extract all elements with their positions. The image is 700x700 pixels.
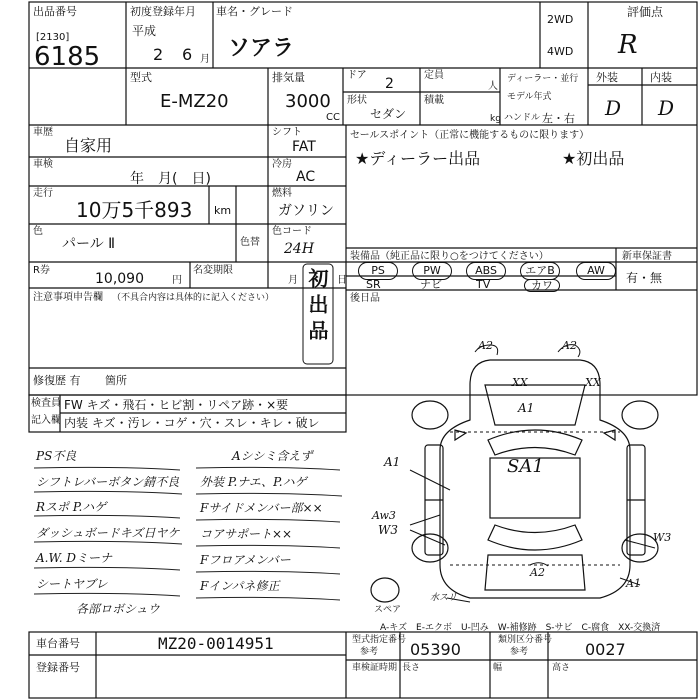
body-value: セダン [370, 107, 407, 121]
shift-value: FAT [292, 139, 316, 155]
month-unit: 月 [200, 54, 210, 65]
inspector-label-1: 検査員 [31, 398, 61, 409]
remark-item: Fサイドメンバー部×× [200, 501, 323, 515]
equipment-item-r2-2: TV [476, 278, 491, 291]
door-value: 2 [385, 76, 394, 92]
reg-year: 2 [153, 45, 164, 64]
color-value: パール Ⅱ [62, 236, 116, 252]
mark-xx-left: XX [512, 376, 528, 389]
lot-label: 出品番号 [33, 5, 77, 18]
class-number-value: 0027 [585, 640, 626, 659]
displacement-label: 排気量 [272, 71, 305, 84]
mark-a2-top-left: A2 [478, 339, 493, 352]
damage-legend: A-キズ E-エクボ U-凹み W-補修跡 S-サビ C-腐食 XX-交換済 [380, 623, 661, 633]
yen-unit: 円 [172, 275, 182, 286]
first-reg-label: 初度登録年月 [130, 5, 196, 18]
inspector-label-2: 記入欄 [31, 415, 61, 426]
remark-item: 外装 P.ナエ、P.ハゲ [200, 475, 307, 489]
fuel-label: 燃料 [272, 188, 292, 199]
remark-item: シフトレバーボタン錆不良 [36, 474, 180, 489]
drive-4wd: 4WD [547, 45, 574, 58]
repair-history-label: 修復歴 有 [33, 374, 81, 387]
remark-item: Fインパネ修正 [200, 579, 280, 593]
color-label: 色 [33, 226, 43, 237]
drive-2wd: 2WD [547, 13, 574, 26]
mark-kasure: 水スリ [430, 593, 458, 603]
car-name: ソアラ [228, 36, 295, 61]
era: 平成 [132, 24, 157, 38]
model-year-label: モデル年式 [507, 92, 552, 102]
transport-label: 車検証時期 [352, 663, 398, 673]
class-number-label: 類別区分番号 [498, 635, 553, 645]
recycle-value: 10,090 [95, 271, 144, 287]
handle-label: ハンドル [504, 113, 541, 123]
remark-item: ダッシュボードキズ日ヤケ [36, 525, 180, 540]
chassis-number: MZ20-0014951 [158, 634, 274, 653]
mark-xx-right: XX [585, 376, 601, 389]
eval-label: 評価点 [627, 5, 664, 19]
exterior-label: 外装 [596, 71, 618, 84]
body-label: 形状 [347, 95, 367, 106]
remark-item: Fフロアメンバー [200, 553, 291, 567]
meigi-day: 日 [337, 275, 347, 286]
color-code-label: 色コード [272, 226, 312, 237]
repair-history-suffix: 箇所 [105, 374, 127, 387]
interior-score: D [658, 96, 675, 120]
shaken-value: 年 月( 日) [130, 171, 211, 187]
displacement-value: 3000 [285, 91, 331, 112]
remark-item: A.W. Dミーナ [36, 551, 112, 565]
remark-item: シートヤブレ [36, 576, 108, 591]
remark-item: Rスポ P.ハゲ [36, 500, 107, 514]
height-label: 高さ [552, 663, 571, 673]
km-unit: km [214, 204, 232, 217]
length-label: 長さ [402, 663, 421, 673]
model-value: E-MZ20 [160, 91, 229, 112]
recycle-label: R券 [33, 265, 50, 276]
mark-a2-top-right: A2 [562, 339, 577, 352]
remark-item: Aシシミ含えず [232, 449, 313, 463]
handle-value: 左・右 [542, 112, 575, 125]
warranty-label: 新車保証書 [622, 251, 672, 262]
lot-sub: [2130] [36, 32, 70, 43]
dealer-label: ディーラー・並行 [507, 74, 579, 84]
model-label: 型式 [130, 71, 152, 84]
lot-number: 6185 [34, 42, 101, 72]
mark-a1-rear-right: A1 [626, 577, 641, 590]
notes-label: 注意事項申告欄 [33, 292, 103, 303]
person-unit: 人 [488, 81, 498, 92]
mileage-value: 10万5千893 [76, 198, 193, 222]
mileage-label: 走行 [33, 188, 53, 199]
warranty-value: 有・無 [626, 271, 663, 285]
spare-label: スペア [374, 605, 402, 615]
mark-w3-right: W3 [653, 531, 672, 544]
ac-value: AC [296, 169, 316, 185]
fuel-value: ガソリン [278, 203, 334, 219]
equipment-item-4: AW [576, 262, 616, 280]
mark-a1-left: A1 [384, 455, 401, 469]
after-items-label: 後日品 [350, 293, 380, 304]
equipment-item-r2-1: ナビ [420, 278, 442, 291]
history-label: 車歴 [33, 127, 53, 138]
mark-sa1: SA1 [507, 456, 544, 477]
sales-point-1: ★ディーラー出品 [355, 149, 481, 168]
mark-w3: W3 [378, 523, 398, 537]
chassis-label: 車台番号 [36, 637, 80, 650]
remark-item: 各部ロボシュウ [76, 602, 160, 616]
type-designation-value: 05390 [410, 640, 461, 659]
equipment-item-r2-0: SR [366, 278, 381, 291]
load-label: 積載 [424, 95, 444, 106]
reg-number-label: 登録番号 [36, 661, 80, 674]
ac-label: 冷房 [272, 159, 292, 170]
door-label: ドア [347, 70, 367, 81]
sales-point-2: ★初出品 [562, 149, 625, 168]
remark-item: PS不良 [36, 449, 77, 463]
width-label: 幅 [493, 663, 503, 673]
cc-unit: CC [326, 112, 340, 123]
color-replace-label: 色替 [240, 237, 260, 248]
car-name-label: 車名・グレード [216, 5, 293, 18]
equipment-item-3: エアB [520, 262, 560, 280]
equipment-item-0: PS [358, 262, 398, 280]
equipment-item-1: PW [412, 262, 452, 280]
mark-a1-hood: A1 [518, 401, 535, 415]
meigi-month: 月 [288, 275, 298, 286]
equipment-item-r2-3: カワ [524, 279, 560, 292]
type-designation-label: 型式指定番号 [352, 635, 407, 645]
shift-label: シフト [272, 127, 302, 138]
notes-sub: （不具合内容は具体的に記入ください） [112, 293, 275, 303]
exterior-score: D [605, 96, 622, 120]
capacity-label: 定員 [424, 70, 444, 81]
inspector-row-2: 内装 キズ・汚レ・コゲ・穴・スレ・キレ・破レ [64, 416, 320, 430]
ref-1: 参考 [360, 647, 379, 657]
interior-label: 内装 [650, 71, 672, 84]
ref-2: 参考 [510, 647, 529, 657]
history-value: 自家用 [64, 136, 113, 155]
equipment-label: 装備品（純正品に限り○をつけてください） [350, 251, 549, 262]
kg-unit: kg [490, 114, 501, 124]
mark-a2-rear: A2 [530, 566, 545, 579]
reg-month: 6 [182, 45, 193, 64]
meigi-label: 名変期限 [193, 265, 233, 276]
remark-item: コアサポート×× [200, 527, 293, 541]
equipment-item-2: ABS [466, 262, 506, 280]
eval-score: R [618, 30, 638, 60]
first-listing-stamp: 初出品 [305, 268, 329, 346]
shaken-label: 車検 [33, 159, 53, 170]
sales-points-label: セールスポイント（正常に機能するものに限ります） [350, 130, 590, 141]
inspector-row-1: FW キズ・飛石・ヒビ割・リペア跡・×要 [64, 398, 289, 412]
color-code-value: 24H [284, 241, 315, 257]
mark-aw3: Aw3 [372, 509, 396, 522]
